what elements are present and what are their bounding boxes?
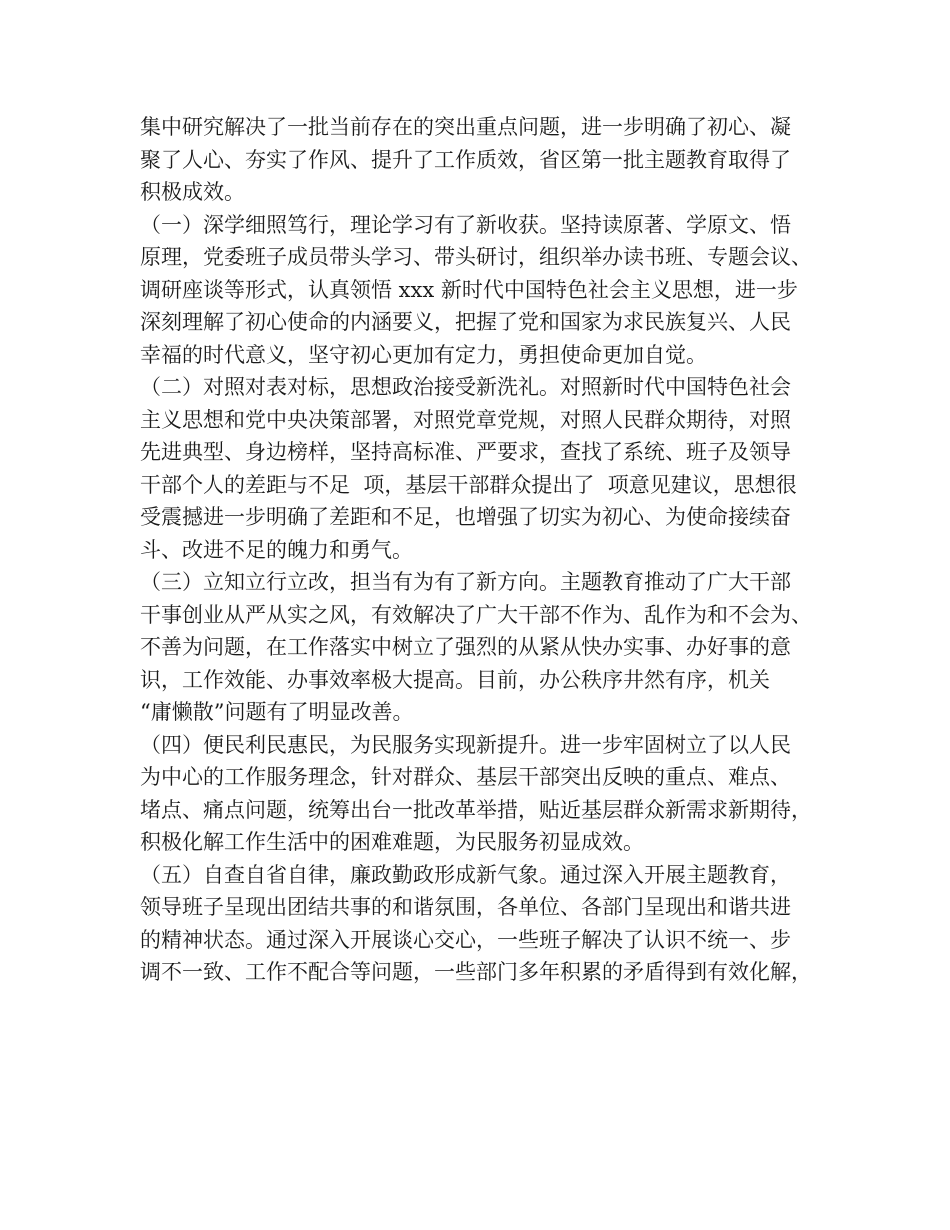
text-line: 干部个人的差距与不足 项，基层干部群众提出了 项意见建议，思想很: [140, 472, 797, 497]
text-line: 不善为问题，在工作落实中树立了强烈的从紧从快办实事、办好事的意: [140, 635, 791, 659]
text-line: 的精神状态。通过深入开展谈心交心，一些班子解决了认识不统一、步: [140, 927, 791, 952]
text-line: 深刻理解了初心使命的内涵要义，把握了党和国家为求民族复兴、人民: [140, 310, 791, 334]
text-line: 干事创业从严从实之风，有效解决了广大干部不作为、乱作为和不会为、: [140, 602, 812, 627]
section-heading-5: （五）自查自省自律，廉政勤政形成新气象。通过深入开展主题教育，: [140, 862, 791, 887]
text-line: 聚了人心、夯实了作风、提升了工作质效，省区第一批主题教育取得了: [140, 147, 791, 172]
text-line: 受震撼进一步明确了差距和不足，也增强了切实为初心、为使命接续奋: [140, 505, 791, 529]
text-line: 幸福的时代意义，坚守初心更加有定力，勇担使命更加自觉。: [140, 342, 707, 367]
section-heading-3: （三）立知立行立改，担当有为有了新方向。主题教育推动了广大干部: [140, 570, 791, 594]
text-line: 积极成效。: [140, 180, 245, 204]
text-line: 主义思想和党中央决策部署，对照党章党规，对照人民群众期待，对照: [140, 407, 791, 432]
document-body: [140, 111, 840, 989]
text-line: 识，工作效能、办事效率极大提高。目前，办公秩序井然有序，机关: [140, 667, 770, 692]
text-line: “庸懒散”问题有了明显改善。: [140, 700, 414, 724]
text-line: 为中心的工作服务理念，针对群众、基层干部突出反映的重点、难点、: [140, 765, 791, 789]
text-line: 斗、改进不足的魄力和勇气。: [140, 537, 413, 562]
text-line: 调研座谈等形式，认真领悟 xxx 新时代中国特色社会主义思想，进一步: [140, 277, 798, 302]
section-heading-2: （二）对照对表对标，思想政治接受新洗礼。对照新时代中国特色社会: [140, 375, 791, 399]
text-line: 积极化解工作生活中的困难难题，为民服务初显成效。: [140, 830, 644, 854]
section-heading-4: （四）便民利民惠民，为民服务实现新提升。进一步牢固树立了以人民: [140, 732, 791, 757]
text-line: 调不一致、工作不配合等问题，一些部门多年积累的矛盾得到有效化解，: [140, 960, 812, 984]
text-line: 领导班子呈现出团结共事的和谐氛围，各单位、各部门呈现出和谐共进: [140, 895, 791, 919]
section-heading-1: （一）深学细照笃行，理论学习有了新收获。坚持读原著、学原文、悟: [140, 212, 791, 237]
text-line: 堵点、痛点问题，统筹出台一批改革举措，贴近基层群众新需求新期待，: [140, 797, 812, 822]
text-line: 先进典型、身边榜样，坚持高标准、严要求，查找了系统、班子及领导: [140, 440, 791, 464]
text-line: 原理，党委班子成员带头学习、带头研讨，组织举办读书班、专题会议、: [140, 245, 812, 269]
text-line: 集中研究解决了一批当前存在的突出重点问题，进一步明确了初心、凝: [140, 115, 791, 139]
